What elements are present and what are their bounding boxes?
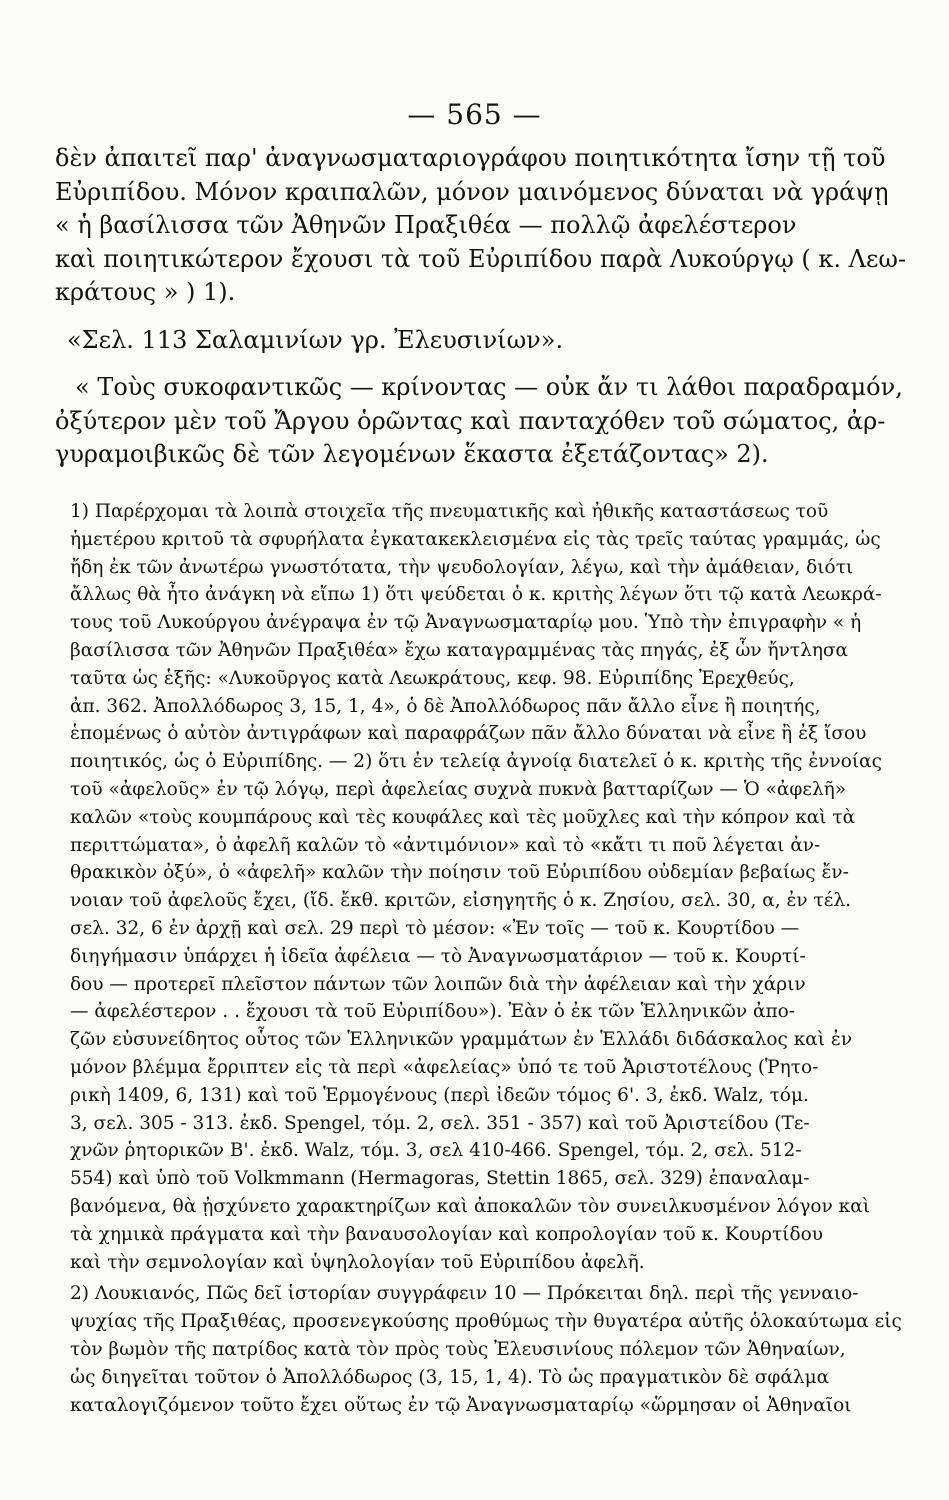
footnote-line: 3, σελ. 305 - 313. ἐκδ. Spengel, τόμ. 2, σελ. 351 - 357) καὶ τοῦ Ἀριστείδου (Τε- xyxy=(70,1112,810,1134)
text-line: « Τοὺς συκοφαντικῶς — κρίνοντας — οὐκ ἄν τι λάθοι παραδραμόν, xyxy=(75,373,903,401)
footnote-line: καλῶν «τοὺς κουμπάρους καὶ τὲς κουφάλες καὶ τὲς μοῦχλες καὶ τὴν κόπρον καὶ τὰ xyxy=(70,806,856,828)
footnote-line: δου — προτερεῖ πλεῖστον πάντων τῶν λοιπῶν διὰ τὴν ἀφέλειαν καὶ τὴν χάριν xyxy=(70,973,806,995)
text-line: «Σελ. 113 Σαλαμινίων γρ. Ἐλευσινίων». xyxy=(67,325,564,354)
footnote-line: σελ. 32, 6 ἐν ἀρχῇ καὶ σελ. 29 περὶ τὸ μέσον: «Ἐν τοῖς — τοῦ κ. Κουρτίδου — xyxy=(70,917,800,939)
footnote-line: ὡς διηγεῖται τοῦτον ὁ Ἀπολλόδωρος (3, 15, 1, 4). Τὸ ὡς πραγματικὸν δὲ σφάλμα xyxy=(70,1366,830,1388)
footnote-line: ποιητικός, ὡς ὁ Εὐριπίδης. — 2) ὅτι ἐν τελείᾳ ἀγνοίᾳ διατελεῖ ὁ κ. κριτὴς τῆς ἐννοίας xyxy=(70,751,883,773)
footnote-line: νοιαν τοῦ ἀφελοῦς ἔχει, (ἴδ. ἔκθ. κριτῶν, εἰσηγητῆς ὁ κ. Ζησίου, σελ. 30, α, ἐν τέλ. xyxy=(70,890,851,912)
text-line: Εὐριπίδου. Μόνον κραιπαλῶν, μόνον μαινόμενος δύναται νὰ γράψῃ xyxy=(55,177,889,206)
page-number: — 565 — xyxy=(407,98,542,131)
footnote-line: ἡμετέρου κριτοῦ τὰ σφυρήλατα ἐγκατακεκλεισμένα εἰς τὰς τρεῖς ταύτας γραμμάς, ὡς xyxy=(70,528,881,550)
footnote-line: τους τοῦ Λυκούργου ἀνέγραψα ἐν τῷ Ἀναγνωσματαρίῳ μου. Ὑπὸ τὴν ἐπιγραφὴν « ἡ xyxy=(70,612,862,634)
citation-line xyxy=(55,324,935,358)
footnote-line: ψυχίας τῆς Πραξιθέας, προσενεγκούσης προθύμως τὴν θυγατέρα αὐτῆς ὁλοκαύτωμα εἰς xyxy=(70,1311,902,1333)
footnote-2 xyxy=(50,1280,935,1419)
footnote-line: ἑπομένως ὁ αὐτὸν ἀντιγράφων καὶ παραφράζων πᾶν ἄλλο δύναται νὰ εἶνε ἢ ἐξ ἴσου xyxy=(70,723,867,745)
footnote-line: χνῶν ῥητορικῶν Β'. ἐκδ. Walz, τόμ. 3, σελ 410-466. Spengel, τόμ. 2, σελ. 512- xyxy=(70,1140,802,1162)
footnote-line: ἄλλως θὰ ἦτο ἀνάγκη νὰ εἴπω 1) ὅτι ψεύδεται ὁ κ. κριτὴς λέγων ὅτι τῷ κατὰ Λεωκρά- xyxy=(70,584,882,606)
main-paragraph-1 xyxy=(55,142,935,310)
footnote-1 xyxy=(50,498,935,1276)
footnote-line: — ἀφελέστερον . . ἔχουσι τὰ τοῦ Εὐριπίδου»). Ἐὰν ὁ ἐκ τῶν Ἑλληνικῶν ἀπο- xyxy=(70,1001,795,1023)
footnote-line: διηγήμασιν ὑπάρχει ἡ ἰδεῖα ἀφέλεια — τὸ Ἀναγνωσματάριον — τοῦ κ. Κουρτί- xyxy=(70,945,806,967)
footnote-line: καταλογιζόμενον τοῦτο ἔχει οὕτως ἐν τῷ Ἀναγνωσματαρίῳ «ὥρμησαν οἱ Ἀθηναῖοι xyxy=(70,1394,852,1416)
text-line: γυραμοιβικῶς δὲ τῶν λεγομένων ἕκαστα ἐξετάζοντας» 2). xyxy=(55,440,769,468)
footnote-line: θρακικὸν ὀξύ», ὁ «ἀφελῆ» καλῶν τὴν ποίησιν τοῦ Εὐριπίδου οὐδεμίαν βεβαίως ἔν- xyxy=(70,862,849,884)
footnotes xyxy=(50,498,935,1419)
footnote-line: ζῶν εὐσυνείδητος οὗτος τῶν Ἑλληνικῶν γραμμάτων ἐν Ἑλλάδι διδάσκαλος καὶ ἐν xyxy=(70,1029,853,1051)
main-text xyxy=(55,142,935,472)
footnote-line: τὰ χημικὰ πράγματα καὶ τὴν βαναυσολογίαν καὶ κοπρολογίαν τοῦ κ. Κουρτίδου xyxy=(70,1223,823,1245)
quotation-paragraph xyxy=(55,371,935,472)
footnote-line: μόνον βλέμμα ἔρριπτεν εἰς τὰ περὶ «ἀφελείας» ὑπό τε τοῦ Ἀριστοτέλους (Ῥητο- xyxy=(70,1056,819,1078)
text-line: καὶ ποιητικώτερον ἔχουσι τὰ τοῦ Εὐριπίδου παρὰ Λυκούργῳ ( κ. Λεω- xyxy=(55,244,907,273)
footnote-line: τὸν βωμὸν τῆς πατρίδος κατὰ τὸν πρὸς τοὺς Ἐλευσινίους πόλεμον τῶν Ἀθηναίων, xyxy=(70,1338,846,1360)
footnote-line: ἀπ. 362. Ἀπολλόδωρος 3, 15, 1, 4», ὁ δὲ Ἀπολλόδωρος πᾶν ἄλλο εἶνε ἢ ποιητής, xyxy=(70,695,821,717)
footnote-line: τοῦ «ἀφελοῦς» ἐν τῷ λόγῳ, περὶ ἀφελείας συχνὰ πυκνὰ βατταρίζων — Ὁ «ἀφελῆ» xyxy=(70,778,847,800)
text-line: ὀξύτερον μὲν τοῦ Ἄργου ὁρῶντας καὶ πανταχόθεν τοῦ σώματος, ἀρ- xyxy=(55,406,886,435)
footnote-line: βασίλισσα τῶν Ἀθηνῶν Πραξιθέα» ἔχω καταγραμμένας τὰς πηγάς, ἐξ ὧν ἤντλησα xyxy=(70,639,849,661)
text-line: κράτους » ) 1). xyxy=(55,278,236,306)
footnote-line: 554) καὶ ὑπὸ τοῦ Volkmmann (Hermagoras, Stettin 1865, σελ. 329) ἐπαναλαμ- xyxy=(70,1168,810,1190)
footnote-line: ἤδη ἐκ τῶν ἀνωτέρω γνωστότατα, τὴν ψευδολογίαν, λέγω, καὶ τὴν ἀμάθειαν, διότι xyxy=(70,556,854,578)
footnote-line: ταῦτα ὡς ἑξῆς: «Λυκοῦργος κατὰ Λεωκράτους, κεφ. 98. Εὐριπίδης Ἐρεχθεύς, xyxy=(70,667,795,689)
footnote-line: ρικὴ 1409, 6, 131) καὶ τοῦ Ἑρμογένους (περὶ ἰδεῶν τόμος 6'. 3, ἐκδ. Walz, τόμ. xyxy=(70,1084,809,1106)
footnote-line: καὶ τὴν σεμνολογίαν καὶ ὑψηλολογίαν τοῦ Εὐριπίδου ἀφελῆ. xyxy=(70,1251,645,1273)
footnote-line: περιττώματα», ὁ ἀφελῆ καλῶν τὸ «ἀντιμόνιον» καὶ τὸ «κἄτι τι ποῦ λέγεται ἀν- xyxy=(70,834,821,856)
text-line: « ἡ βασίλισσα τῶν Ἀθηνῶν Πραξιθέα — πολλῷ ἀφελέστερον xyxy=(55,211,797,239)
footnote-line: βανόμενα, θὰ ᾐσχύνετο χαρακτηρίζων καὶ ἀποκαλῶν τὸν συνειλκυσμένον λόγον καὶ xyxy=(70,1195,870,1217)
footnote-line: 1) Παρέρχομαι τὰ λοιπὰ στοιχεῖα τῆς πνευματικῆς καὶ ἠθικῆς καταστάσεως τοῦ xyxy=(70,501,829,522)
footnote-line: 2) Λουκιανός, Πῶς δεῖ ἱστορίαν συγγράφειν 10 — Πρόκειται δηλ. περὶ τῆς γενναιο- xyxy=(70,1283,859,1305)
text-line: δὲν ἀπαιτεῖ παρ' ἀναγνωσματαριογράφου ποιητικότητα ἴσην τῇ τοῦ xyxy=(55,144,886,172)
